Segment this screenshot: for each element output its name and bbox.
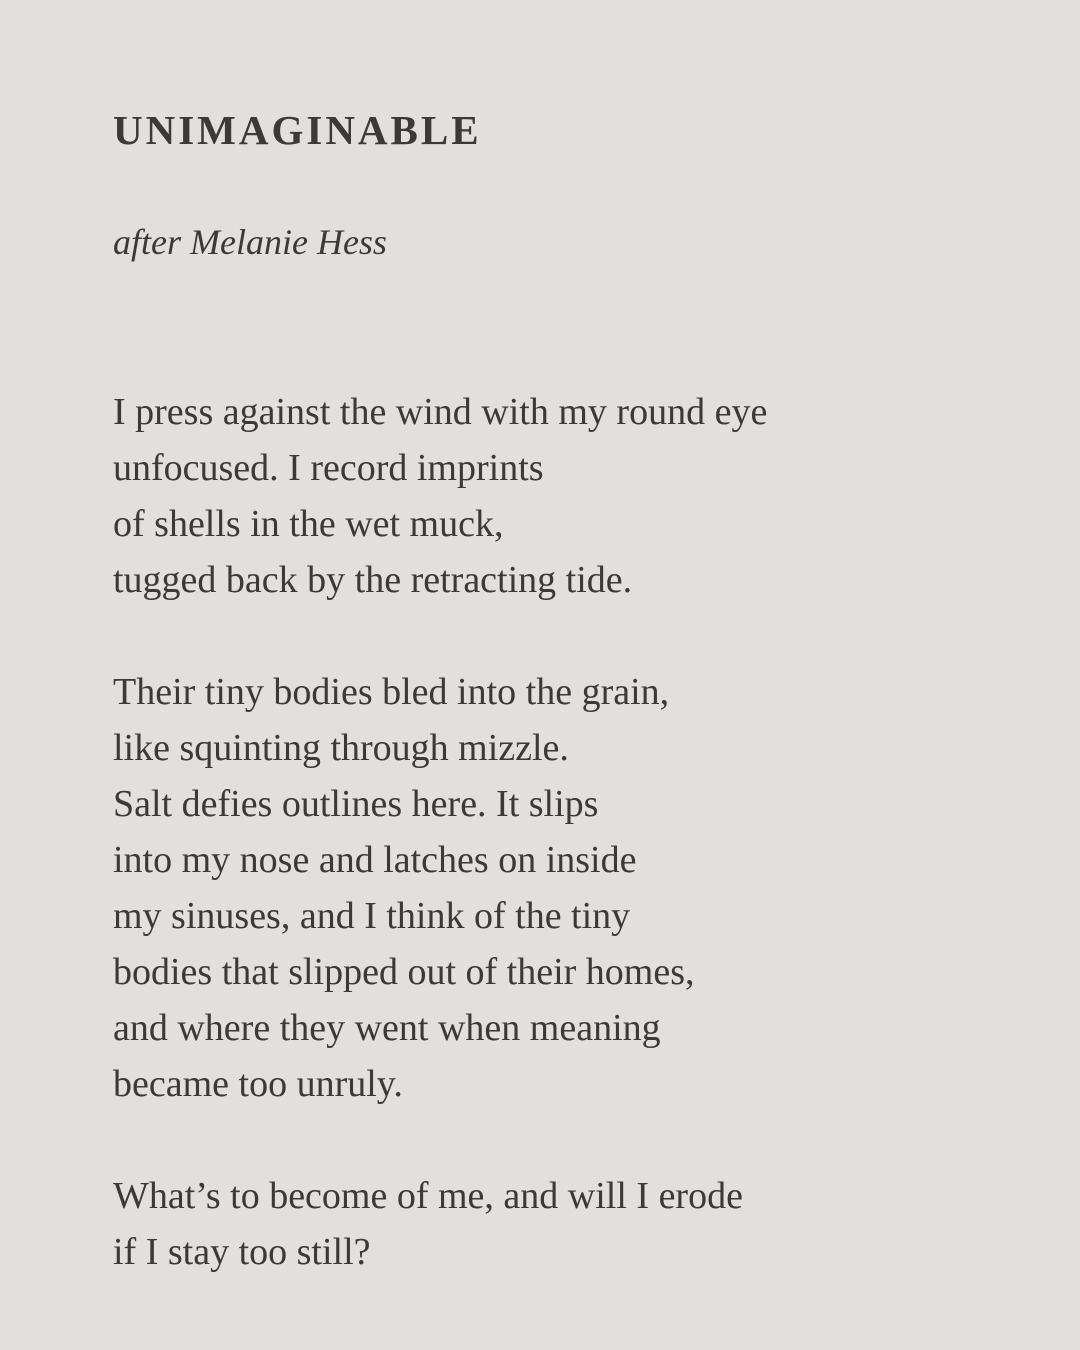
poem-line: unfocused. I record imprints: [113, 447, 544, 489]
poem-line: like squinting through mizzle.: [113, 727, 569, 769]
stanza-3: [113, 1168, 767, 1280]
stanza-2: [113, 664, 767, 1112]
poem-line: What’s to become of me, and will I erode: [113, 1175, 743, 1217]
poem-line: Their tiny bodies bled into the grain,: [113, 671, 670, 713]
poem-line: of shells in the wet muck,: [113, 503, 504, 545]
poem-line: if I stay too still?: [113, 1231, 371, 1273]
poem-title: UNIMAGINABLE: [113, 107, 482, 153]
stanza-1: [113, 384, 767, 608]
poem-line: into my nose and latches on inside: [113, 839, 637, 881]
poem-line: became too unruly.: [113, 1063, 403, 1105]
poem-line: and where they went when meaning: [113, 1007, 661, 1049]
poem-line: tugged back by the retracting tide.: [113, 559, 633, 601]
poem-body: [113, 384, 767, 1336]
poem-line: I press against the wind with my round eye: [113, 391, 768, 433]
poem-dedication: after Melanie Hess: [113, 222, 387, 262]
poem-line: Salt defies outlines here. It slips: [113, 783, 599, 825]
poem-line: bodies that slipped out of their homes,: [113, 951, 695, 993]
poem-line: my sinuses, and I think of the tiny: [113, 895, 631, 937]
